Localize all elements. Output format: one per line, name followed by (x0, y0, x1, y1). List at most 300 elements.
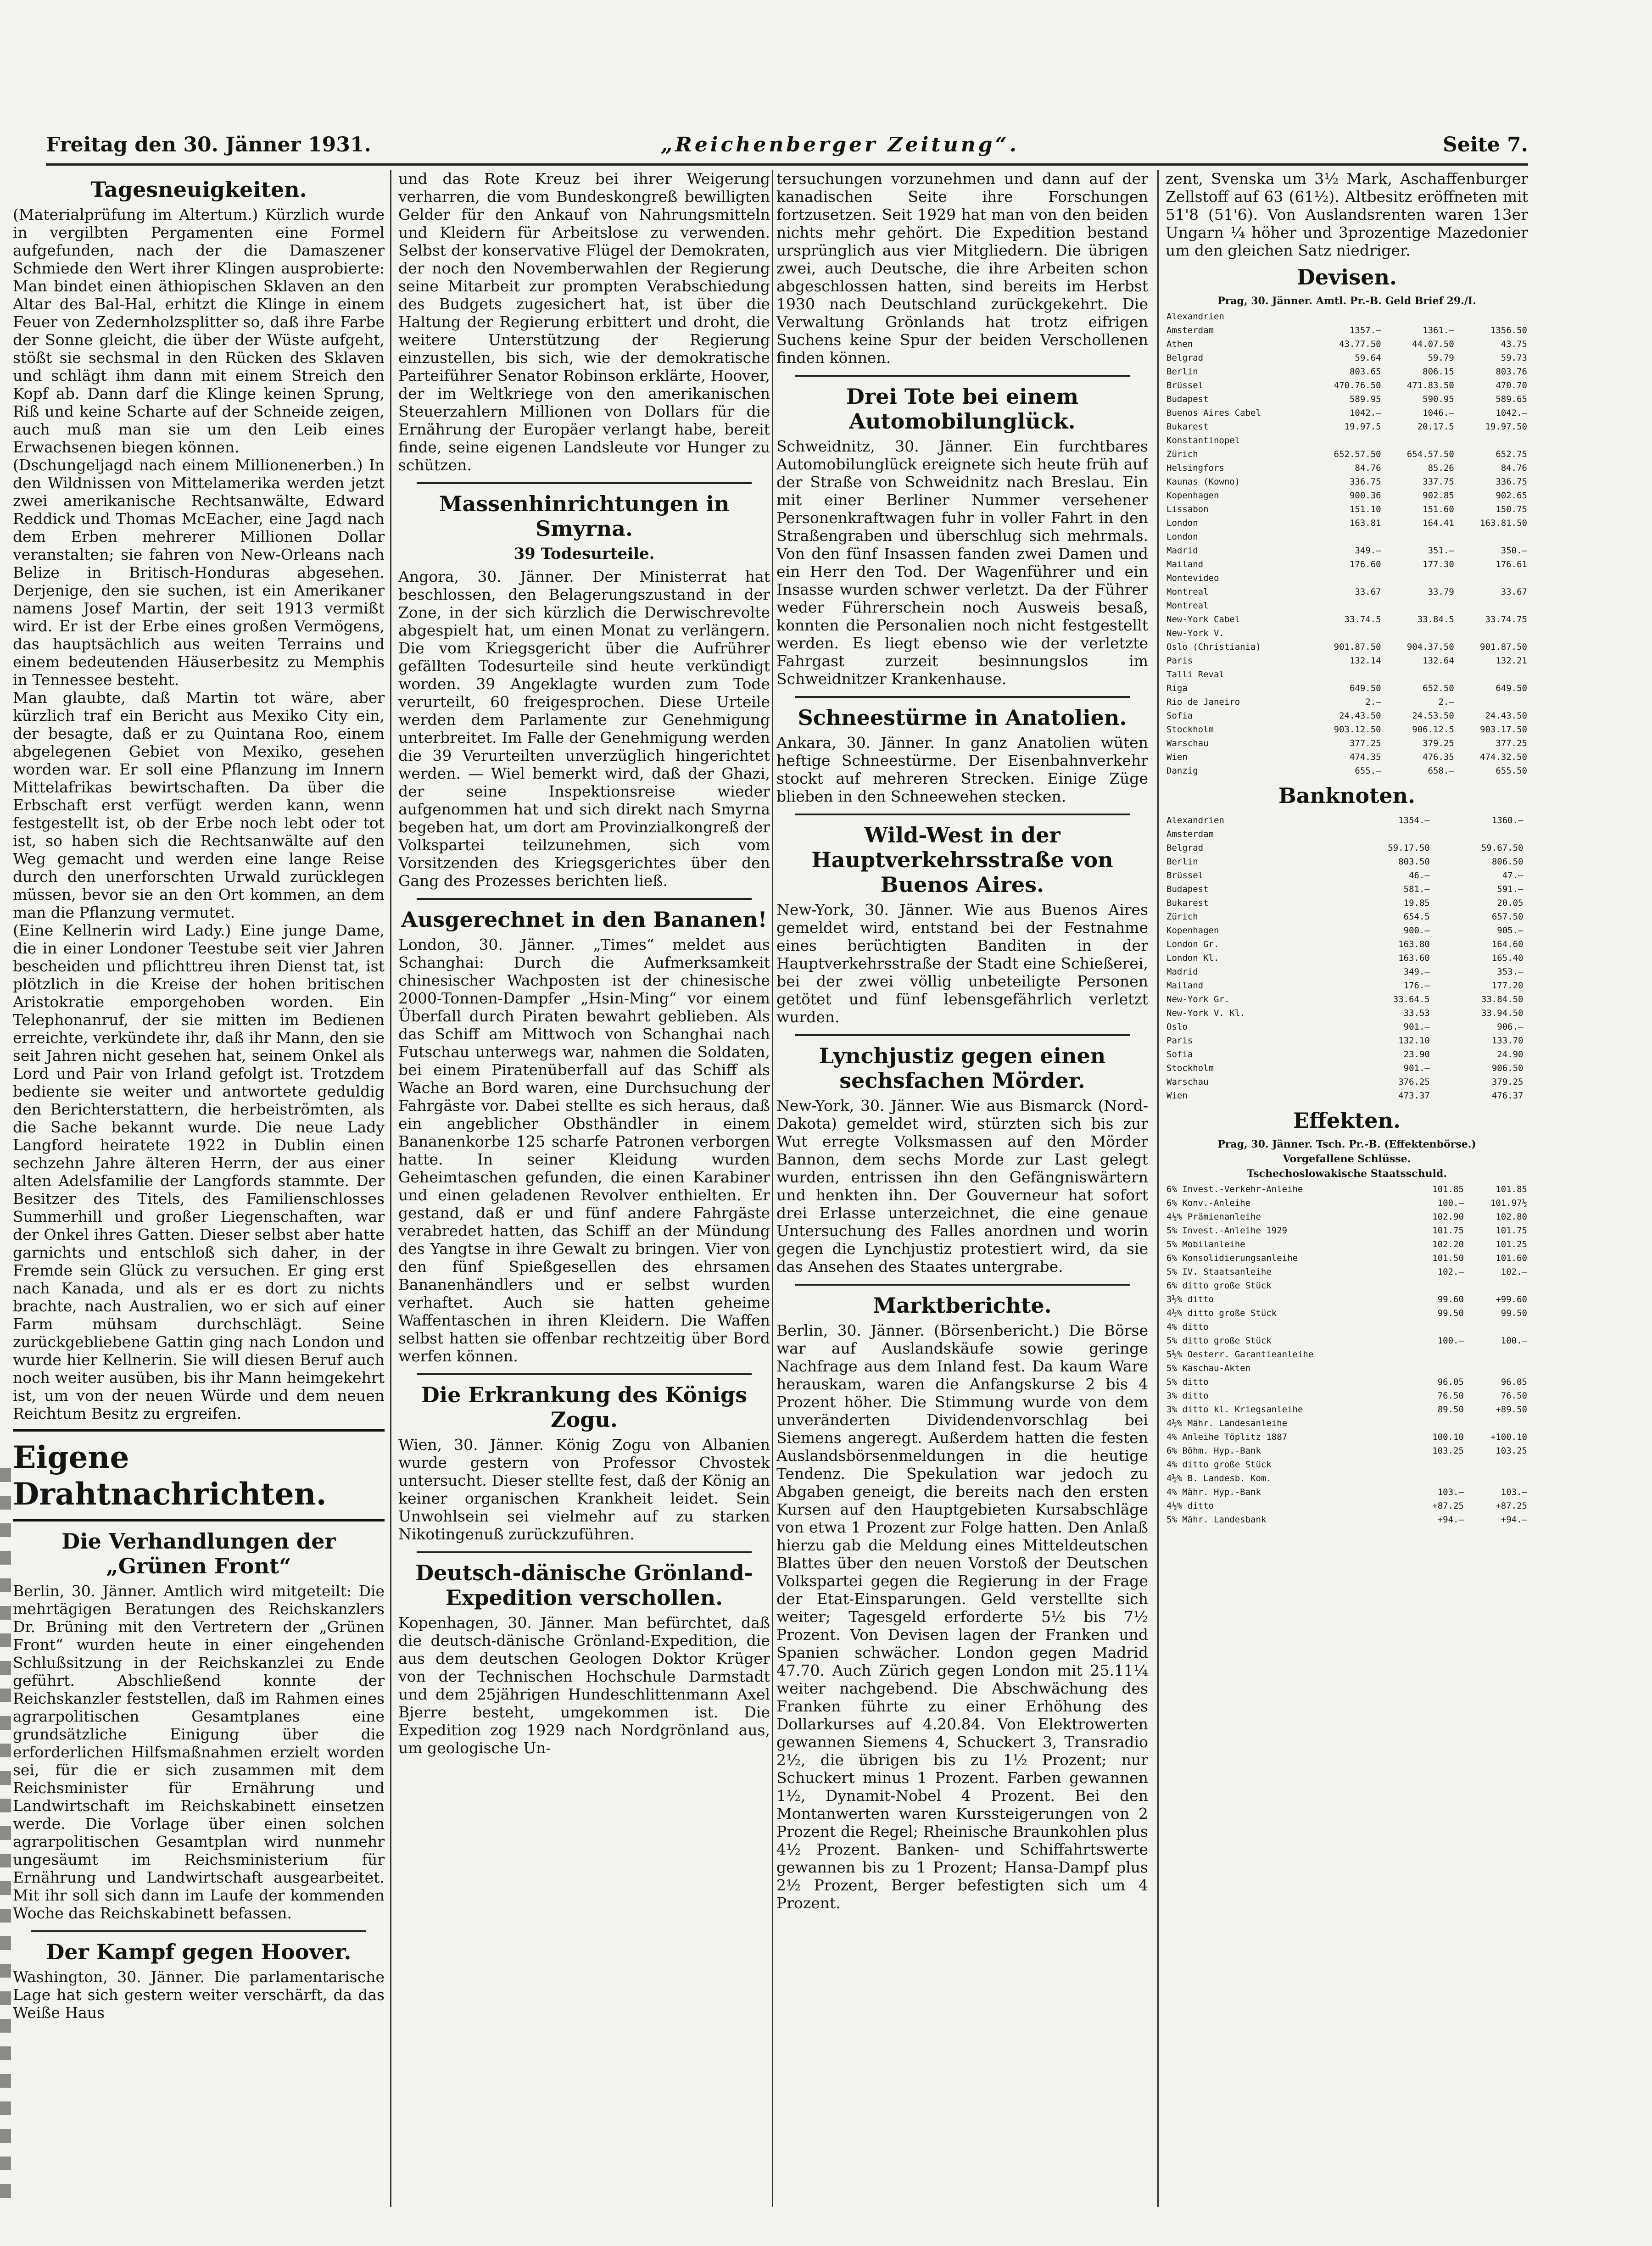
table-cell-value: 589.95 (1349, 394, 1381, 404)
table-cell-value: 336.75 (1496, 477, 1527, 487)
article-headline: Marktberichte. (873, 1293, 1052, 1318)
table-row (1166, 695, 1528, 709)
section-rule (13, 1429, 385, 1432)
article-paragraph: (Eine Kellnerin wird Lady.) Eine junge Dame, die in einer Londoner Teestube seit vier Jahren bescheiden und pflichttreu ihren Dienst tat, ist plötzlich in die Kreise der hohen britischen Aristokratie emporgehoben worden. Ein Telephonanruf, der sie mitten im Bedienen erreichte, verkündete ihr, daß ihr Mann, den sie seit Jahren nicht gesehen hat, seinem Onkel als Lord und Pair von Irland gefolgt ist. Trotzdem bediente sie weiter und antwortete geduldig den Berichterstattern, die herbeiströmten, als die Sache bekannt wurde. Die neue Lady Langford heiratete 1922 in Dublin einen sechzehn Jahre älteren Herrn, der aus einer alten Adelsfamilie der Langfords stammte. Der Besitzer des Titels, des Familienschlosses Summerhill und großer Liegenschaften, war der Onkel ihres Gatten. Dieser selbst aber hatte garnichts und entschloß sich daher, in der Fremde sein Glück zu versuchen. Er ging erst nach Kanada, und als er es dort zu nichts brachte, nach Australien, wo er sich auf einer Farm mühsam durchschlägt. Seine zurückgebliebene Gattin ging nach London und wurde hier Kellnerin. Sie will diesen Beruf auch noch weiter ausüben, bis ihr Mann heimgekehrt ist, um von der neuen Würde und dem neuen Reichtum Besitz zu ergreifen. (13, 921, 385, 1422)
table-cell-value: 902.65 (1496, 490, 1527, 501)
table-cell-value (1410, 1416, 1465, 1430)
table-cell-label: 4% Anleihe Töplitz 1887 (1166, 1432, 1288, 1442)
table-cell-value: 1046.— (1423, 408, 1454, 418)
table-cell-value: 103.25 (1496, 1446, 1527, 1456)
table-cell-value: 901.— (1403, 1022, 1430, 1032)
table-row (1166, 447, 1528, 461)
table-cell-value: 349.— (1403, 967, 1430, 977)
table-cell-label: Helsingfors (1166, 463, 1224, 473)
table-cell-label: 5% Mobilanleihe (1166, 1239, 1245, 1249)
table-cell-value: 902.85 (1423, 490, 1454, 501)
table-row (1166, 1403, 1528, 1416)
article-paragraph: London, 30. Jänner. „Times“ meldet aus Schanghai: Durch die Aufmerksamkeit chinesischer Wachposten ist der chinesische 2000-Tonnen-Dampfer „Hsin-Ming“ vor einem Überfall durch Piraten bewahrt geblieben. Als das Schiff am Mittwoch von Schanghai nach Futschau unterwegs war, nahmen die Soldaten, bei einem Piratenüberfall auf das Schiff als Wache an Bord waren, eine Durchsuchung der Fahrgäste vor. Dabei stellte es sich heraus, daß ein angeblicher Obsthändler in einem Bananenkorbe 125 scharfe Patronen verborgen hatte. In seiner Kleidung wurden Geheimtaschen gefunden, die einen Karabiner und einen geladenen Revolver enthielten. Er gestand, daß er und fünf andere Fahrgäste verabredet hatten, das Schiff an der Mündung des Yangtse in ihre Gewalt zu bringen. Vier von den fünf Spießgesellen des ehrsamen Bananenhändlers und er selbst wurden verhaftet. Auch sie hatten geheime Waffentaschen in ihren Kleidern. Die Waffen selbst hatten sie offenbar rechtzeitig über Bord werfen können. (398, 936, 770, 1365)
margin-marks (0, 1468, 11, 2202)
table-cell-value: +87.25 (1432, 1501, 1464, 1511)
table-cell-value (1382, 530, 1455, 544)
table-cell-value: 101.60 (1496, 1253, 1527, 1263)
table-row (1166, 937, 1528, 951)
table-cell-label: 5% Kaschau-Akten (1166, 1363, 1251, 1373)
table-cell-value: 377.25 (1349, 738, 1381, 748)
table-cell-value: 590.95 (1423, 394, 1454, 404)
table-cell-value: 33.84.50 (1481, 994, 1524, 1004)
table-cell-label: Warschau (1166, 738, 1209, 748)
table-cell-value (1309, 310, 1382, 323)
article-separator (31, 1930, 366, 1932)
table-cell-value: 59.79 (1428, 353, 1454, 363)
table-cell-value: 471.83.50 (1406, 380, 1454, 390)
table-cell-label: Stockholm (1166, 1063, 1214, 1073)
table-cell-value: 33.74.5 (1344, 614, 1381, 624)
table-row (1166, 310, 1528, 323)
table-cell-label: Wien (1166, 1091, 1188, 1101)
table-cell-value: 102.20 (1432, 1239, 1464, 1249)
table-row (1166, 723, 1528, 736)
table-cell-value: 100.— (1437, 1198, 1464, 1208)
table-row (1166, 571, 1528, 585)
table-cell-value: 20.17.5 (1417, 422, 1454, 432)
table-cell-value: 76.50 (1437, 1391, 1464, 1401)
table-cell-label: Riga (1166, 683, 1188, 693)
table-row (1166, 1458, 1528, 1471)
table-cell-label: Konstantinopel (1166, 435, 1240, 446)
table-row (1166, 392, 1528, 406)
table-row (1166, 351, 1528, 365)
table-cell-value (1524, 1048, 1528, 1061)
table-cell-value: 377.25 (1496, 738, 1527, 748)
table-cell-value (1524, 910, 1528, 924)
table-cell-value: 100.— (1437, 1336, 1464, 1346)
table-cell-value: 1354.— (1398, 815, 1430, 825)
table-cell-value: 76.50 (1501, 1391, 1527, 1401)
table-cell-value: 177.30 (1423, 559, 1454, 569)
table-cell-label: London (1166, 518, 1198, 528)
table-cell-value (1410, 1471, 1465, 1485)
table-cell-value: 33.64.5 (1393, 994, 1430, 1004)
article-headline: Die Erkrankung des Königs Zogu. (421, 1382, 748, 1432)
table-row (1166, 882, 1528, 896)
table-row (1166, 1444, 1528, 1458)
table-cell-value: 164.60 (1491, 939, 1524, 949)
table-row (1166, 1499, 1528, 1513)
article-separator (795, 1034, 1130, 1036)
table-cell-value: 903.17.50 (1480, 725, 1527, 735)
table-cell-value (1465, 1458, 1528, 1471)
column-divider (390, 170, 391, 2207)
table-cell-label: 4% Mähr. Hyp.-Bank (1166, 1487, 1261, 1497)
table-cell-value: 803.50 (1398, 857, 1430, 867)
table-cell-value: 900.— (1403, 925, 1430, 936)
wire-news-heading: Eigene Drahtnachrichten. (13, 1439, 327, 1512)
table-cell-value (1431, 827, 1524, 841)
banknoten-heading: Banknoten. (1278, 783, 1416, 808)
article-separator (795, 696, 1130, 698)
table-cell-value: 658.— (1428, 766, 1454, 776)
table-row (1166, 924, 1528, 937)
table-cell-label: Budapest (1166, 884, 1209, 894)
table-cell-label: Talli Reval (1166, 669, 1224, 680)
table-cell-label: Paris (1166, 656, 1193, 666)
table-cell-value: 655.50 (1496, 766, 1527, 776)
table-cell-label: 3% ditto (1166, 1391, 1209, 1401)
table-cell-value: 1042.— (1496, 408, 1527, 418)
table-row (1166, 1061, 1528, 1075)
table-cell-value: 33.74.75 (1485, 614, 1527, 624)
table-cell-value (1410, 1320, 1465, 1334)
table-cell-value: 470.70 (1496, 380, 1527, 390)
table-cell-label: Stockholm (1166, 725, 1214, 735)
table-cell-label: Alexandrien (1166, 815, 1224, 825)
table-cell-value: 100.10 (1432, 1432, 1464, 1442)
table-cell-label: New-York V. Kl. (1166, 1008, 1245, 1018)
table-row (1166, 1375, 1528, 1389)
table-row (1166, 965, 1528, 979)
article-paragraph: Schweidnitz, 30. Jänner. Ein furchtbares Automobilunglück ereignete sich heute früh auf der Straße von Schweidnitz nach Breslau. Ein mit einer Berliner Nummer versehener Personenkraftwagen fuhr in voller Fahrt in den Straßengraben und überschlug sich mehrmals. Von den fünf Insassen fanden zwei Damen und ein Herr den Tod. Der Wagenführer und ein Insasse wurden schwer verletzt. Da der Führer weder Führerschein noch Ausweis besaß, konnten die Personalien noch nicht festgestellt werden. Es liegt ebenso wie der verletzte Fahrgast zurzeit besinnungslos im Schweidnitzer Krankenhause. (776, 437, 1148, 688)
table-cell-value: 103.— (1501, 1487, 1527, 1497)
table-row (1166, 869, 1528, 882)
table-cell-value: 132.14 (1349, 656, 1381, 666)
table-cell-value: 649.50 (1349, 683, 1381, 693)
table-row (1166, 365, 1528, 379)
table-cell-value: 101.75 (1432, 1226, 1464, 1236)
table-row (1166, 599, 1528, 613)
effekten-subheading: Vorgefallene Schlüsse. (1283, 1153, 1411, 1165)
table-cell-label: 5½% Oesterr. Garantieanleihe (1166, 1349, 1314, 1360)
table-cell-value: 351.— (1428, 546, 1454, 556)
table-cell-value (1465, 1320, 1528, 1334)
table-cell-value (1524, 951, 1528, 965)
table-row (1166, 626, 1528, 640)
article-separator (795, 814, 1130, 815)
table-cell-label: London (1166, 532, 1198, 542)
table-cell-value: 806.50 (1491, 857, 1524, 867)
table-cell-value (1455, 434, 1528, 447)
table-row (1166, 668, 1528, 681)
table-cell-label: Wien (1166, 752, 1188, 762)
table-cell-value (1382, 599, 1455, 613)
table-cell-value (1524, 1089, 1528, 1103)
table-cell-value (1382, 626, 1455, 640)
table-cell-label: Brüssel (1166, 380, 1204, 390)
table-row (1166, 1320, 1528, 1334)
table-row (1166, 1075, 1528, 1089)
table-cell-value (1410, 1348, 1465, 1361)
table-cell-label: Amsterdam (1166, 325, 1214, 335)
table-cell-value (1524, 882, 1528, 896)
table-cell-value: 581.— (1403, 884, 1430, 894)
table-cell-value: 163.81.50 (1480, 518, 1527, 528)
table-cell-label: New-York Cabel (1166, 614, 1240, 624)
table-cell-label: Brüssel (1166, 870, 1204, 881)
table-cell-label: Oslo (Christiania) (1166, 642, 1261, 652)
table-row (1166, 1210, 1528, 1224)
article-paragraph: Angora, 30. Jänner. Der Ministerrat hat beschlossen, den Belagerungszustand in der Zone, in der sich kürzlich die Derwischrevolte abgespielt hat, um einen Monat zu verlängern. Die vom Kriegsgericht über die Aufrührer gefällten Todesurteile sind heute verkündigt worden. 39 Angeklagte wurden zum Tode verurteilt, 60 freigesprochen. Diese Urteile werden dem Parlamente zur Genehmigung unterbreitet. Im Falle der Genehmigung werden die 39 Verurteilten unverzüglich hingerichtet werden. — Wiel bemerkt wird, daß der Ghazi, der seine Inspektionsreise wieder aufgenommen hat und sich direkt nach Smyrna begeben hat, um dort am Provinzialkongreß der Volkspartei teilzunehmen, sich vom Vorsitzenden des Kriegsgerichtes über den Gang des Prozesses berichten ließ. (398, 568, 770, 890)
table-cell-label: Warschau (1166, 1077, 1209, 1087)
table-cell-value: 655.— (1355, 766, 1381, 776)
table-cell-value: 906.— (1497, 1022, 1524, 1032)
table-row (1166, 406, 1528, 420)
table-row (1166, 1182, 1528, 1196)
table-cell-label: Madrid (1166, 967, 1198, 977)
table-cell-value (1524, 965, 1528, 979)
table-cell-value (1309, 530, 1382, 544)
table-cell-value: 657.50 (1491, 912, 1524, 922)
article-paragraph: Ankara, 30. Jänner. In ganz Anatolien wüten heftige Schneestürme. Der Eisenbahnverkehr stockt auf mehreren Strecken. Einige Züge blieben in den Schneewehen stecken. (776, 734, 1148, 805)
table-cell-value: 379.25 (1491, 1077, 1524, 1087)
table-cell-value: 151.10 (1349, 504, 1381, 514)
article-headline: Schneestürme in Anatolien. (798, 705, 1127, 730)
table-row (1166, 502, 1528, 516)
table-cell-value: 376.25 (1398, 1077, 1430, 1087)
table-cell-value: 96.05 (1437, 1377, 1464, 1387)
table-cell-label: Bukarest (1166, 422, 1209, 432)
article-headline: Drei Tote bei einem Automobilunglück. (846, 384, 1079, 434)
table-row (1166, 1237, 1528, 1251)
table-cell-label: Kopenhagen (1166, 490, 1219, 501)
table-cell-label: Alexandrien (1166, 312, 1224, 322)
table-cell-value (1382, 434, 1455, 447)
table-row (1166, 910, 1528, 924)
table-cell-value: 33.67 (1501, 587, 1527, 597)
table-cell-value: 177.20 (1491, 981, 1524, 991)
table-row (1166, 420, 1528, 434)
table-cell-value (1455, 571, 1528, 585)
article-headline: Lynchjustiz gegen einen sechsfachen Mörder. (819, 1043, 1106, 1093)
table-cell-value: 132.10 (1398, 1036, 1430, 1046)
table-cell-label: Mailand (1166, 559, 1204, 569)
table-row (1166, 1089, 1528, 1103)
table-cell-value (1524, 979, 1528, 992)
table-cell-value: 89.50 (1437, 1404, 1464, 1415)
table-cell-value: 102.90 (1432, 1212, 1464, 1222)
table-row (1166, 544, 1528, 557)
table-cell-value (1410, 1458, 1465, 1471)
table-row (1166, 736, 1528, 750)
article-headline: Der Kampf gegen Hoover. (46, 1939, 352, 1964)
table-row (1166, 1416, 1528, 1430)
table-cell-value: +89.50 (1496, 1404, 1527, 1415)
table-cell-label: 3% ditto kl. Kriegsanleihe (1166, 1404, 1303, 1415)
table-cell-label: Sofia (1166, 711, 1193, 721)
table-cell-value: 906.12.5 (1412, 725, 1454, 735)
column-1 (13, 170, 385, 2207)
table-cell-value: 164.41 (1423, 518, 1454, 528)
column-4 (1166, 170, 1528, 2207)
article-separator (795, 1284, 1130, 1286)
table-cell-value (1455, 668, 1528, 681)
section-rule (13, 1519, 385, 1521)
table-cell-value: 654.5 (1403, 912, 1430, 922)
table-cell-value: 46.— (1409, 870, 1430, 881)
table-cell-value: 96.05 (1501, 1377, 1527, 1387)
table-cell-value: 102.— (1501, 1267, 1527, 1277)
table-cell-value (1455, 695, 1528, 709)
effekten-subheading: Tschechoslowakische Staatsschuld. (1246, 1168, 1447, 1180)
article-headline: Deutsch-dänische Grönland-Expedition verschollen. (415, 1560, 753, 1610)
banknoten-table (1166, 814, 1528, 1103)
table-cell-value: 133.70 (1491, 1036, 1524, 1046)
table-cell-label: 5% ditto (1166, 1377, 1209, 1387)
page-number: Seite 7. (1442, 133, 1528, 156)
table-cell-value: 19.97.5 (1344, 422, 1381, 432)
table-cell-value: 99.60 (1437, 1294, 1464, 1304)
table-cell-label: New-York V. (1166, 628, 1224, 638)
table-cell-value: 337.75 (1423, 477, 1454, 487)
article-paragraph: (Dschungeljagd nach einem Millionenerben.) In den Wildnissen von Mittelamerika werden jetzt zwei amerikanische Rechtsanwälte, Edward Reddick und Thomas McEacher, eine Jagd nach dem Erben mehrerer Millionen Dollar veranstalten; sie fahren von New-Orleans nach Belize in Britisch-Honduras abgesehen. Derjenige, den sie suchen, ist ein Amerikaner namens Josef Martin, der seit 1913 vermißt wird. Er ist der Erbe eines großen Vermögens, das hauptsächlich aus weiten Terrains und einem bedeutenden Häuserbesitz zu Memphis in Tennessee besteht. (13, 456, 385, 689)
table-cell-value: 99.50 (1437, 1308, 1464, 1318)
table-cell-value (1524, 992, 1528, 1006)
table-row (1166, 1485, 1528, 1499)
table-cell-value: 33.94.50 (1481, 1008, 1524, 1018)
table-cell-label: 4% ditto große Stück (1166, 1460, 1272, 1470)
table-cell-value (1524, 924, 1528, 937)
table-row (1166, 1224, 1528, 1237)
table-cell-value: 165.40 (1491, 953, 1524, 963)
table-cell-value (1524, 855, 1528, 869)
table-cell-value: 150.75 (1496, 504, 1527, 514)
table-row (1166, 516, 1528, 530)
table-row (1166, 1361, 1528, 1375)
table-cell-value: 103.— (1437, 1487, 1464, 1497)
table-cell-value: 649.50 (1496, 683, 1527, 693)
table-cell-value (1309, 668, 1382, 681)
article-paragraph: Kopenhagen, 30. Jänner. Man befürchtet, daß die deutsch-dänische Grönland-Expedition, die aus dem deutschen Geologen Doktor Krüger von der Technischen Hochschule Darmstadt und dem 25jährigen Hundeschlittenmann Axel Bjerre besteht, umgekommen ist. Die Expedition zog 1929 nach Nordgrönland aus, um geologische Un- (398, 1614, 770, 1757)
table-cell-value: 59.64 (1355, 353, 1381, 363)
table-cell-value (1309, 571, 1382, 585)
table-cell-value: 473.37 (1398, 1091, 1430, 1101)
table-cell-value: 904.37.50 (1406, 642, 1454, 652)
table-cell-value (1524, 827, 1528, 841)
table-cell-value (1524, 1075, 1528, 1089)
table-cell-value: 19.85 (1403, 898, 1430, 908)
table-cell-value: 803.76 (1496, 367, 1527, 377)
table-cell-value: 379.25 (1423, 738, 1454, 748)
table-cell-value (1309, 626, 1382, 640)
table-cell-value: 901.87.50 (1480, 642, 1527, 652)
table-cell-label: Montevideo (1166, 573, 1219, 583)
article-paragraph: Washington, 30. Jänner. Die parlamentarische Lage hat sich gestern weiter verschärft, da das Weiße Haus (13, 1968, 385, 2022)
table-cell-label: Sofia (1166, 1049, 1193, 1059)
table-row (1166, 1471, 1528, 1485)
table-cell-value: 101.25 (1496, 1239, 1527, 1249)
table-row (1166, 827, 1528, 841)
table-cell-value (1524, 1034, 1528, 1048)
table-cell-label: Berlin (1166, 857, 1198, 867)
table-cell-value: 163.80 (1398, 939, 1430, 949)
table-cell-value: 591.— (1497, 884, 1524, 894)
table-cell-value: 336.75 (1349, 477, 1381, 487)
table-row (1166, 1306, 1528, 1320)
table-cell-value: 474.32.50 (1480, 752, 1527, 762)
article-paragraph: tersuchungen vorzunehmen und dann auf der kanadischen Seite ihre Forschungen fortzusetzen. Seit 1929 hat man von den beiden nichts mehr gehört. Die Expedition bestand ursprünglich aus vier Mitgliedern. Die übrigen zwei, auch Deutsche, die ihre Arbeiten schon abgeschlossen hatten, sind bereits im Herbst 1930 nach Deutschland zurückgekehrt. Die Verwaltung Grönlands hat trotz eifrigen Suchens keine Spur der beiden Verschollenen finden können. (776, 170, 1148, 367)
table-cell-label: Zürich (1166, 449, 1198, 459)
table-cell-label: 4½% Mähr. Landesanleihe (1166, 1418, 1288, 1428)
table-cell-value: 905.— (1497, 925, 1524, 936)
table-cell-value: 176.61 (1496, 559, 1527, 569)
table-cell-label: 6% ditto große Stück (1166, 1281, 1272, 1291)
table-cell-value (1524, 869, 1528, 882)
article-separator (795, 375, 1130, 377)
table-row (1166, 613, 1528, 626)
article-paragraph: New-York, 30. Jänner. Wie aus Bismarck (Nord-Dakota) gemeldet wird, stürzten sich bis zur Wut erregte Volksmassen auf den Mörder Bannon, dem sechs Morde zur Last gelegt wurden, entrissen ihn den Gefängniswärtern und henkten ihn. Der Gouverneur hat sofort drei Erlasse unterzeichnet, die eine genaue Untersuchung des Falles anordnen und worin gegen die Lynchjustiz protestiert wird, da sie das Ansehen des Staates untergrabe. (776, 1097, 1148, 1276)
table-cell-label: Montreal (1166, 601, 1209, 611)
table-cell-label: Montreal (1166, 587, 1209, 597)
table-cell-value: 652.57.50 (1334, 449, 1381, 459)
table-cell-label: Athen (1166, 339, 1193, 349)
table-cell-value: 474.35 (1349, 752, 1381, 762)
table-row (1166, 1513, 1528, 1527)
effekten-table-header: Prag, 30. Jänner. Tsch. Pr.-B. (Effektenbörse.) (1217, 1138, 1476, 1150)
table-cell-value: 84.76 (1501, 463, 1527, 473)
article-paragraph: zent, Svenska um 3½ Mark, Aschaffenburger Zellstoff auf 63 (61½). Altbesitz eröffneten mit 51'8 (51'6). Von Auslandsrenten waren 13er Ungarn ¼ höher und 3prozentige Mazedonier um den gleichen Satz niedriger. (1166, 170, 1528, 259)
table-cell-label: Kaunas (Kowno) (1166, 477, 1240, 487)
table-row (1166, 461, 1528, 475)
table-row (1166, 489, 1528, 502)
table-cell-label: Madrid (1166, 546, 1198, 556)
table-cell-value: 24.43.50 (1485, 711, 1527, 721)
table-row (1166, 434, 1528, 447)
table-cell-label: Oslo (1166, 1022, 1188, 1032)
table-cell-value: 33.53 (1403, 1008, 1430, 1018)
devisen-table-header: Prag, 30. Jänner. Amtl. Pr.-B. Geld Brief 29./I. (1217, 295, 1476, 307)
table-cell-value: 85.26 (1428, 463, 1454, 473)
table-cell-value (1465, 1416, 1528, 1430)
table-row (1166, 1020, 1528, 1034)
table-cell-label: 6% Invest.-Verkehr-Anleihe (1166, 1184, 1303, 1194)
table-cell-value: 176.60 (1349, 559, 1381, 569)
effekten-heading: Effekten. (1293, 1108, 1401, 1133)
table-cell-value (1337, 827, 1431, 841)
table-row (1166, 979, 1528, 992)
table-row (1166, 896, 1528, 910)
table-cell-label: 5% ditto große Stück (1166, 1336, 1272, 1346)
table-cell-value: 349.— (1355, 546, 1381, 556)
table-cell-value: 589.65 (1496, 394, 1527, 404)
table-cell-value (1524, 814, 1528, 827)
table-cell-label: Kopenhagen (1166, 925, 1219, 936)
table-cell-value: 47.— (1502, 870, 1524, 881)
table-row (1166, 1265, 1528, 1279)
article-paragraph: New-York, 30. Jänner. Wie aus Buenos Aires gemeldet wird, entstand bei der Festnahme eines berüchtigten Banditen in der Hauptverkehrsstraße der Stadt eine Schießerei, bei der zwei völlig unbeteiligte Personen getötet und fünf lebensgefährlich verletzt wurden. (776, 901, 1148, 1026)
table-cell-value: 101.85 (1432, 1184, 1464, 1194)
article-headline: Massenhinrichtungen in Smyrna. (439, 491, 730, 541)
table-cell-value (1465, 1361, 1528, 1375)
table-cell-value: 652.75 (1496, 449, 1527, 459)
table-cell-value: 20.05 (1497, 898, 1524, 908)
table-cell-value: 654.57.50 (1406, 449, 1454, 459)
table-cell-value: 59.73 (1501, 353, 1527, 363)
table-cell-value: 2.— (1365, 697, 1381, 707)
table-cell-value: 102.80 (1496, 1212, 1527, 1222)
table-cell-value: 102.— (1437, 1267, 1464, 1277)
table-row (1166, 709, 1528, 723)
table-cell-label: Belgrad (1166, 353, 1204, 363)
table-row (1166, 681, 1528, 695)
table-cell-label: 4% ditto (1166, 1322, 1209, 1332)
table-cell-label: Berlin (1166, 367, 1198, 377)
column-2 (398, 170, 770, 2207)
table-cell-label: Zürich (1166, 912, 1198, 922)
header-rule (46, 163, 1528, 166)
table-cell-value: 350.— (1501, 546, 1527, 556)
article-headline: Die Verhandlungen der „Grünen Front“ (61, 1529, 336, 1578)
table-cell-value: +87.25 (1496, 1501, 1527, 1511)
table-cell-value: 43.75 (1501, 339, 1527, 349)
